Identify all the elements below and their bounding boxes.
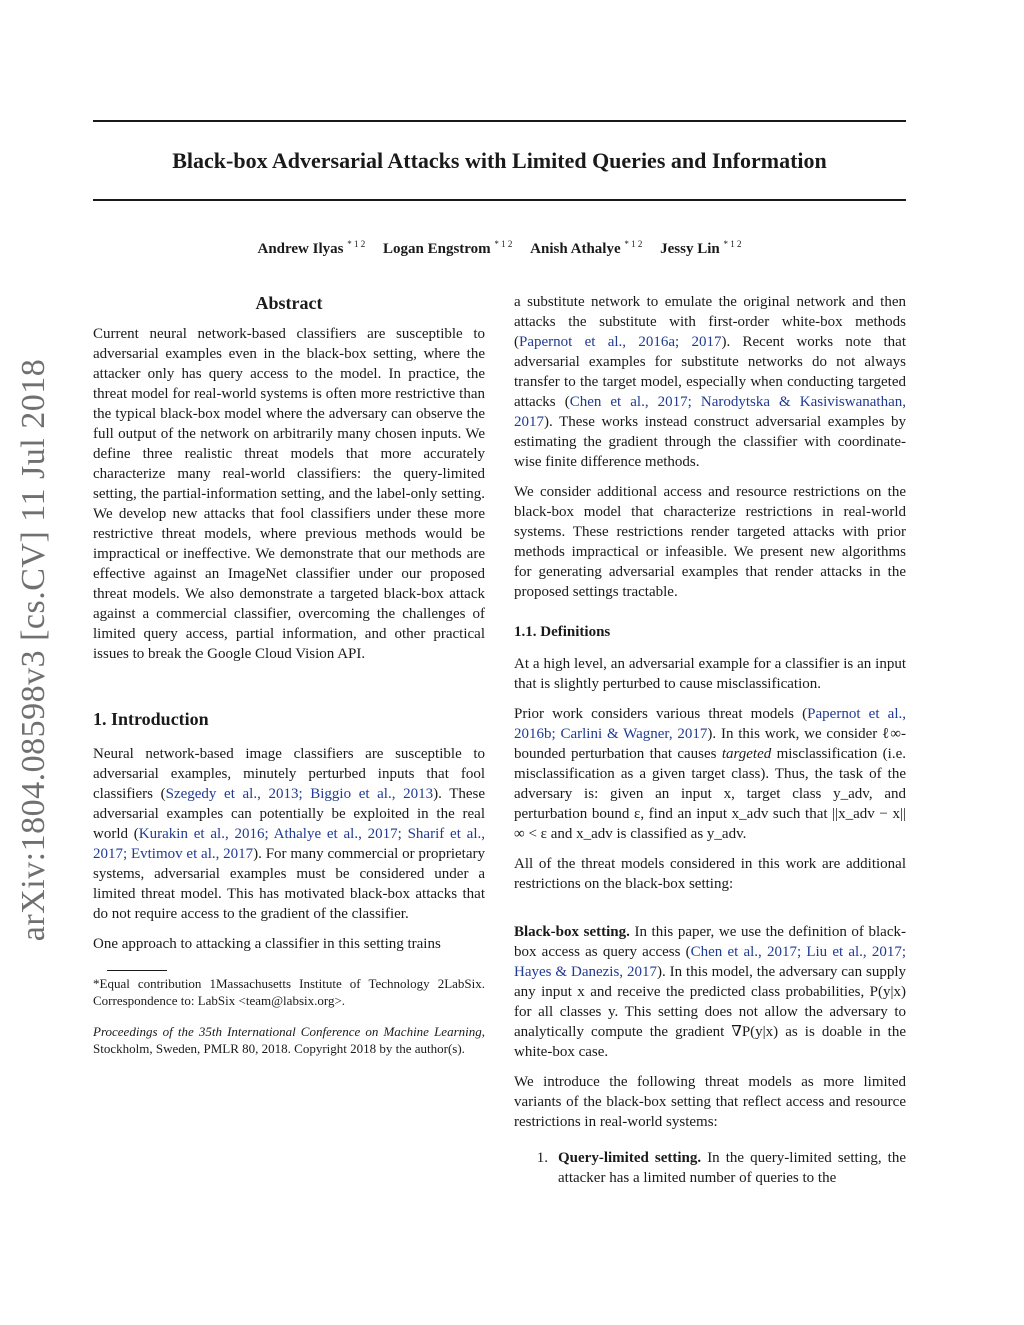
black-box-setting-paragraph: Black-box setting. In this paper, we use the definition of black-box access as query access (Chen et al., 2017; Liu et al., 2017; Hayes & Danezis, 2017). In this model, the adversary can supply any input x and receive the predicted class probabilities, P(y|x) for all classes y. This setting does not allow the adversary to analytically compute the gradient ∇P(y|x) as is doable in the white-box case. xyxy=(514,924,906,1060)
title-top-rule xyxy=(93,120,906,122)
citation-link[interactable]: Chen et al., 2017; Narodytska & Kasiviswanathan, 2017 xyxy=(514,394,906,430)
author: Andrew Ilyas $^{* 1 2}$ xyxy=(257,239,366,257)
definitions-heading: 1.1. Definitions xyxy=(514,624,611,640)
intro-paragraph: One approach to attacking a classifier in this setting trains xyxy=(93,936,441,952)
left-column xyxy=(93,292,485,1057)
body-paragraph: Prior work considers various threat models (Papernot et al., 2016b; Carlini & Wagner, 2017). In this work, we consider ℓ∞-bounded perturbation that causes targeted misclassification (i.e. misclassification as a given target class). Thus, the task of the adversary is: given an input x, target class y_adv, and perturbation bound ε, find an input x_adv such that ||x_adv − x||∞ < ε and x_adv is classified as y_adv. xyxy=(514,706,907,842)
author: Jessy Lin $^{* 1 2}$ xyxy=(660,239,742,257)
body-paragraph: We introduce the following threat models as more limited variants of the black-box setting that reflect access and resource restrictions in real-world systems: xyxy=(514,1074,906,1130)
citation-link[interactable]: Chen et al., 2017; Liu et al., 2017; Hayes & Danezis, 2017 xyxy=(514,944,906,980)
list-number: 1. xyxy=(536,1150,548,1166)
abstract-heading: Abstract xyxy=(255,293,323,313)
citation-link[interactable]: Kurakin et al., 2016; Athalye et al., 2017; Sharif et al., 2017; Evtimov et al., 2017 xyxy=(93,826,485,862)
list-text: Query-limited setting. In the query-limited setting, the attacker has a limited number of queries to the xyxy=(558,1150,906,1186)
footnote-rule xyxy=(107,970,167,971)
spacer xyxy=(514,904,906,922)
body-paragraph: a substitute network to emulate the original network and then attacks the substitute with first-order white-box methods (Papernot et al., 2016a; 2017). Recent works note that adversarial examples for substitute networks do not always transfer to the target model, especially when conducting targeted attacks (Chen et al., 2017; Narodytska & Kasiviswanathan, 2017). These works instead construct adversarial examples by estimating the gradient through the classifier with coordinate-wise finite difference methods. xyxy=(514,294,907,470)
author-list xyxy=(93,233,906,260)
right-column xyxy=(514,292,906,1188)
paper-title: Black-box Adversarial Attacks with Limited Queries and Information xyxy=(172,148,827,173)
citation-link[interactable]: Papernot et al., 2016b; Carlini & Wagner, 2017 xyxy=(514,706,906,742)
citation-link[interactable]: Szegedy et al., 2013; Biggio et al., 2013 xyxy=(165,786,434,802)
author: Anish Athalye $^{* 1 2}$ xyxy=(530,239,643,257)
abstract-text: Current neural network-based classifiers are susceptible to adversarial examples even in the black-box setting, where the attacker only has query access to the model. In practice, the threat model for real-world systems is often more restrictive than the typical black-box model where the adversary can observe the full output of the network on arbitrarily many chosen inputs. We define three realistic threat models that more accurately characterize many real-world classifiers: the query-limited setting, the partial-information setting, and the label-only setting. We develop new attacks that fool classifiers under these more restrictive threat models, where previous methods would be impractical or ineffective. We demonstrate that our methods are effective against an ImageNet classifier under our proposed threat models. We also demonstrate a targeted black-box attack against a commercial classifier, overcoming the challenges of limited query access, partial information, and other practical issues to break the Google Cloud Vision API. xyxy=(93,326,485,662)
intro-paragraph: Neural network-based image classifiers are susceptible to adversarial examples, minutely perturbed inputs that fool classifiers (Szegedy et al., 2013; Biggio et al., 2013). These adversarial examples can potentially be exploited in the real world (Kurakin et al., 2016; Athalye et al., 2017; Sharif et al., 2017; Evtimov et al., 2017). For many commercial or proprietary systems, adversarial examples must be considered under a limited threat model. This has motivated black-box attacks that do not require access to the gradient of the classifier. xyxy=(93,746,486,922)
list-item xyxy=(514,1148,906,1188)
title-bottom-rule xyxy=(93,199,906,201)
author: Logan Engstrom $^{* 1 2}$ xyxy=(383,239,513,257)
introduction-heading: 1. Introduction xyxy=(93,709,209,729)
body-paragraph: We consider additional access and resource restrictions on the black-box model that characterize restrictions in real-world systems. These restrictions render targeted attacks with prior methods impractical or infeasible. We present new algorithms for generating adversarial examples that render attacks in the proposed settings tractable. xyxy=(514,484,906,600)
citation-link[interactable]: Papernot et al., 2016a; 2017 xyxy=(519,334,722,350)
footnote: *Equal contribution 1Massachusetts Institute of Technology 2LabSix. Correspondence to: LabSix <team@labsix.org>. xyxy=(93,976,485,1008)
proceedings-note: Proceedings of the 35th International Conference on Machine Learning, Stockholm, Sweden, PMLR 80, 2018. Copyright 2018 by the author(s). xyxy=(93,1024,485,1056)
arxiv-side-label: arXiv:1804.08598v3 [cs.CV] 11 Jul 2018 xyxy=(15,358,52,942)
body-paragraph: At a high level, an adversarial example for a classifier is an input that is slightly perturbed to cause misclassification. xyxy=(514,656,906,692)
body-paragraph: All of the threat models considered in this work are additional restrictions on the black-box setting: xyxy=(514,856,906,892)
